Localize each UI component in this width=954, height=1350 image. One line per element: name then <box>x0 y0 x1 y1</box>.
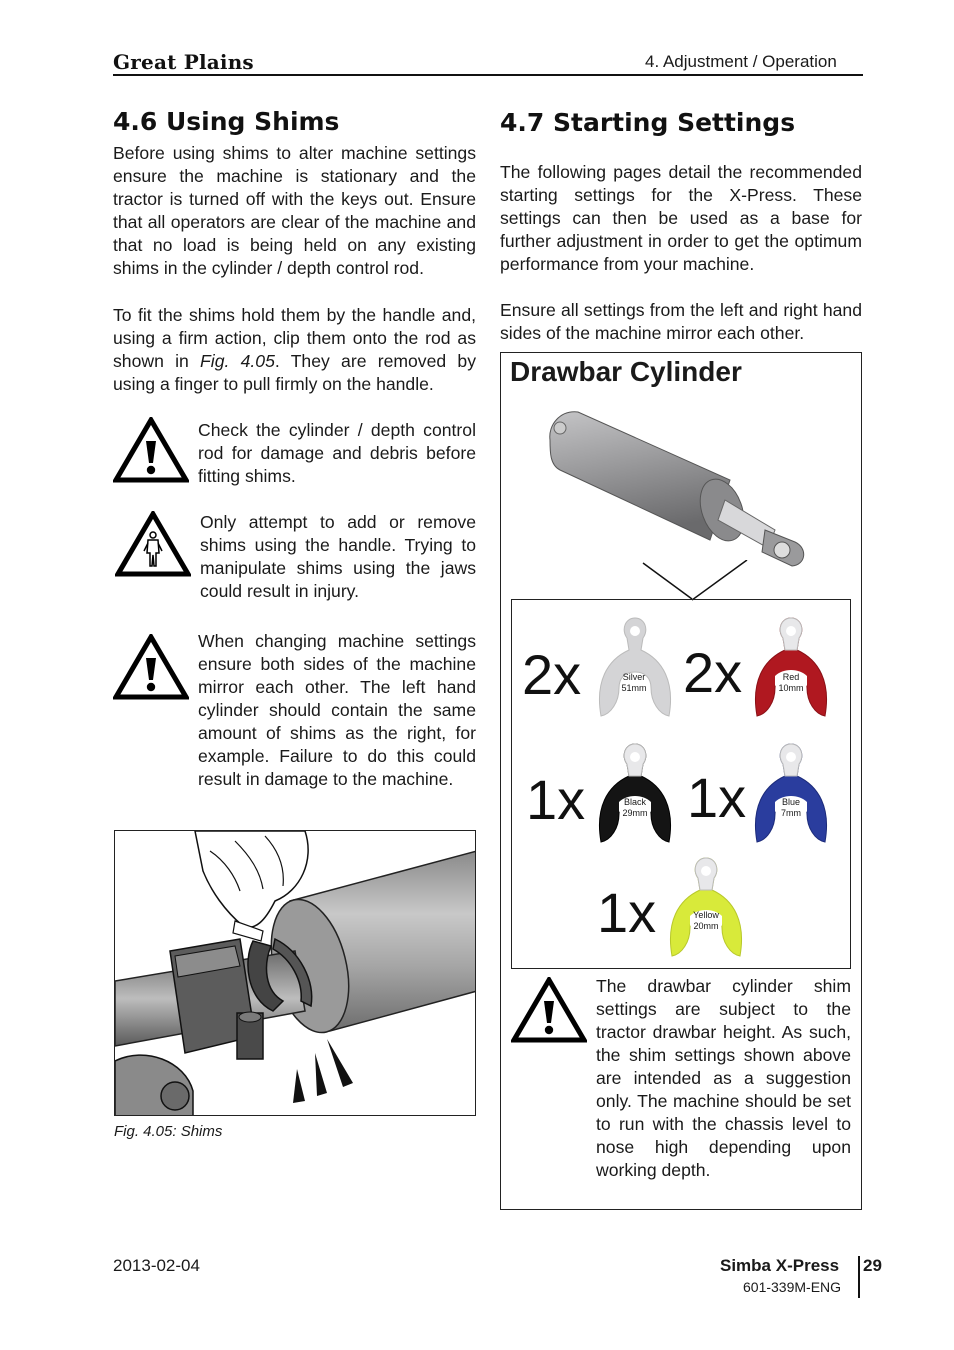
warning-text-2: Only attempt to add or remove shims using the handle. Trying to manipulate shims using the jaws could result in injury. <box>200 512 476 601</box>
shim-name: Blue <box>781 797 800 807</box>
shim-name: Red <box>782 672 800 682</box>
shim-qty-black: 1x <box>526 768 586 831</box>
footer-date: 2013-02-04 <box>113 1256 200 1275</box>
shim-label-yellow <box>684 910 728 932</box>
shim-name: Black <box>623 797 646 807</box>
red-shim-icon <box>749 616 833 722</box>
shim-qty-red: 2x <box>683 641 743 704</box>
exclamation-warning-icon <box>113 417 189 483</box>
shim-name: Yellow <box>693 910 719 920</box>
shim-label-black <box>613 797 657 819</box>
using-shims-heading: 4.6 Using Shims <box>113 107 340 136</box>
para-2-text-a: To fit the shims hold them by the handle and, using a firm action, clip them onto the rod as shown in <box>113 305 476 371</box>
footer-product-name: Simba X-Press <box>720 1256 840 1275</box>
shim-label-blue <box>769 797 813 819</box>
figure-caption: Fig. 4.05: Shims <box>114 1123 223 1140</box>
shim-size: 29mm <box>622 808 648 818</box>
shim-size: 7mm <box>781 808 801 818</box>
exclamation-warning-icon <box>113 634 189 700</box>
shim-qty-silver: 2x <box>522 643 582 706</box>
warning-text-1: Check the cylinder / depth control rod for damage and debris before fitting shims. <box>198 420 476 486</box>
shim-size: 20mm <box>693 921 719 931</box>
page-number: 29 <box>863 1256 882 1275</box>
footer-document-code: 601-339M-ENG <box>743 1279 842 1295</box>
shim-qty-blue: 1x <box>687 766 747 829</box>
black-shim-icon <box>593 742 677 848</box>
exclamation-warning-icon <box>511 977 587 1043</box>
para-2-text-b: . They are removed by using a finger to pull firmly on the handle. <box>113 351 477 394</box>
shim-fitting-drawing <box>115 831 476 1116</box>
footer-rule <box>858 1256 860 1298</box>
header-rule <box>113 74 863 76</box>
shim-label-red <box>769 672 813 694</box>
warning-text-3: When changing machine settings ensure both sides of the machine mirror each other. The left hand cylinder should contain the same amount of shims as the right, for example. Failure to do this could result in damage to the machine. <box>198 631 476 789</box>
shim-size: 51mm <box>621 683 647 693</box>
person-hazard-warning-icon <box>115 511 191 577</box>
drawbar-cylinder-title: Drawbar Cylinder <box>510 356 742 387</box>
blue-shim-icon <box>749 742 833 848</box>
shim-label-silver <box>612 672 656 694</box>
silver-shim-icon <box>593 616 677 722</box>
shim-size: 10mm <box>778 683 804 693</box>
using-shims-para-1: Before using shims to alter machine settings ensure the machine is stationary and the tractor is turned off with the keys out. Ensure that all operators are clear of the machine and that no load is being held on any existing shims in the cylinder / depth control rod. <box>113 143 476 278</box>
brand-logo: Great Plains <box>113 50 254 74</box>
starting-settings-para-1: The following pages detail the recommended starting settings for the X-Press. These settings can then be used as a base for further adjustment in order to get the optimum performance from your machine. <box>500 162 862 274</box>
yellow-shim-icon <box>664 856 748 962</box>
figure-shims-illustration <box>114 830 476 1116</box>
section-label: 4. Adjustment / Operation <box>645 52 837 71</box>
drawbar-cylinder-illustration <box>530 400 820 600</box>
using-shims-para-2 <box>113 304 476 396</box>
starting-settings-para-2: Ensure all settings from the left and right hand sides of the machine mirror each other. <box>500 300 862 343</box>
shim-qty-yellow: 1x <box>597 881 657 944</box>
starting-settings-heading: 4.7 Starting Settings <box>500 108 796 137</box>
figure-reference: Fig. 4.05 <box>200 351 275 371</box>
drawbar-warning-text: The drawbar cylinder shim settings are subject to the tractor drawbar height. As such, the shim settings shown above are intended as a suggestion only. The machine should be set to run with the chassis level to nose high depending upon working depth. <box>596 976 851 1180</box>
shim-name: Silver <box>622 672 646 682</box>
pointer-line <box>692 560 752 602</box>
